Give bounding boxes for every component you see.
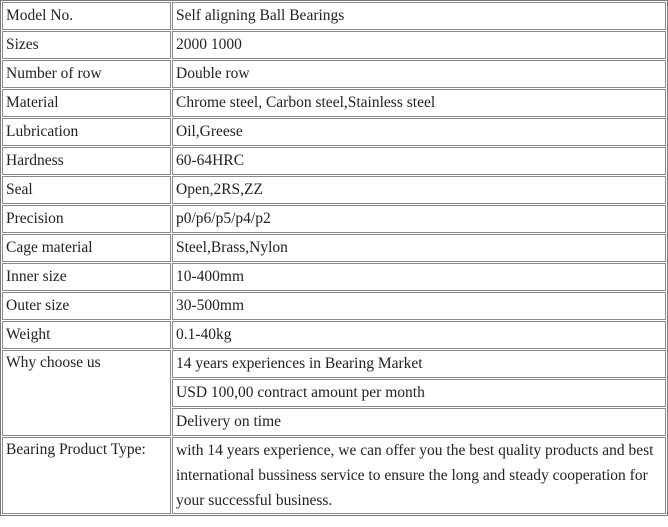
row-label-inner-size: Inner size <box>2 263 171 291</box>
row-label-lubrication: Lubrication <box>2 118 171 146</box>
row-value-model-no: Self aligning Ball Bearings <box>172 2 666 30</box>
row-value-lubrication: Oil,Greese <box>172 118 666 146</box>
row-value-outer-size: 30-500mm <box>172 292 666 320</box>
table-row <box>2 2 666 30</box>
table-row <box>2 176 666 204</box>
table-row <box>2 234 666 262</box>
row-label-precision: Precision <box>2 205 171 233</box>
row-value-precision: p0/p6/p5/p4/p2 <box>172 205 666 233</box>
table-row <box>2 147 666 175</box>
row-label-why-choose-us: Why choose us <box>2 350 171 436</box>
why-item-delivery: Delivery on time <box>172 408 666 436</box>
table-row <box>2 321 666 349</box>
row-label-bearing-product-type: Bearing Product Type: <box>2 437 171 514</box>
row-label-outer-size: Outer size <box>2 292 171 320</box>
table-row <box>2 263 666 291</box>
table-row <box>2 437 666 514</box>
row-label-material: Material <box>2 89 171 117</box>
row-value-material: Chrome steel, Carbon steel,Stainless steel <box>172 89 666 117</box>
table-row <box>2 60 666 88</box>
why-item-contract-amount: USD 100,00 contract amount per month <box>172 379 666 407</box>
row-value-bearing-product-type: with 14 years experience, we can offer you the best quality products and best international bussiness service to ensure the long and steady cooperation for your successful business. <box>172 437 666 514</box>
row-label-hardness: Hardness <box>2 147 171 175</box>
row-value-number-of-row: Double row <box>172 60 666 88</box>
row-label-weight: Weight <box>2 321 171 349</box>
row-value-weight: 0.1-40kg <box>172 321 666 349</box>
table-row <box>2 118 666 146</box>
row-label-cage-material: Cage material <box>2 234 171 262</box>
table-row <box>2 205 666 233</box>
row-value-inner-size: 10-400mm <box>172 263 666 291</box>
table-row <box>2 31 666 59</box>
row-value-hardness: 60-64HRC <box>172 147 666 175</box>
table-row <box>2 292 666 320</box>
why-item-experience: 14 years experiences in Bearing Market <box>172 350 666 378</box>
row-label-number-of-row: Number of row <box>2 60 171 88</box>
row-value-seal: Open,2RS,ZZ <box>172 176 666 204</box>
row-label-seal: Seal <box>2 176 171 204</box>
row-value-sizes: 2000 1000 <box>172 31 666 59</box>
table-row <box>2 89 666 117</box>
row-label-model-no: Model No. <box>2 2 171 30</box>
table-row <box>2 350 666 378</box>
row-value-cage-material: Steel,Brass,Nylon <box>172 234 666 262</box>
row-label-sizes: Sizes <box>2 31 171 59</box>
